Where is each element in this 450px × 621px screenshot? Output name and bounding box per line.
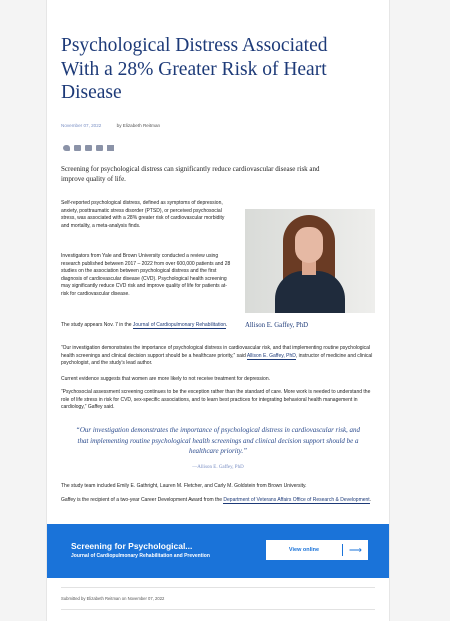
print-icon[interactable] bbox=[107, 145, 114, 151]
paragraph-6: “Psychosocial assessment screening continues to be the exception rather than the standard of care. More work is needed to understand the role of life stress in risk for CVD, sex-specific associations, and to learn best practices for integrating behavioral health management in cardiology,” Gaffey said. bbox=[61, 389, 371, 411]
article-card bbox=[46, 0, 390, 621]
publication-banner bbox=[47, 524, 389, 578]
paragraph-3-text: The study appears Nov. 7 in the bbox=[61, 322, 133, 328]
article-title: Psychological Distress Associated With a 28% Greater Risk of Heart Disease bbox=[61, 35, 328, 103]
paragraph-2: Investigators from Yale and Brown University conducted a review using research published between 2017 – 2022 from over 600,000 patients and 28 studies on the association between psychological distress and the first diagnosis of cardiovascular disease (CVD). Psychological health screening may significantly reduce CVD risk and improve quality of life for patients at-risk for cardiovascular disease. bbox=[61, 253, 231, 297]
paragraph-8-text: Gaffey is the recipient of a two-year Career Development Award from the bbox=[61, 497, 224, 503]
paragraph-4-end: , instructor of medicine and clinical psychologist, and the study’s lead author. bbox=[61, 352, 373, 367]
paragraph-3 bbox=[61, 322, 231, 330]
banner-title: Screening for Psychological... bbox=[71, 541, 193, 551]
submitted-by: Submitted by Elizabeth Reitman on November 07, 2022 bbox=[61, 596, 165, 601]
arrow-right-icon: ⟶ bbox=[349, 544, 362, 555]
share-bar bbox=[63, 145, 114, 151]
banner-subtitle: Journal of Cardiopulmonary Rehabilitation and Prevention bbox=[71, 553, 210, 559]
paragraph-5: Current evidence suggests that women are more likely to not receive treatment for depression. bbox=[61, 376, 270, 382]
author-link[interactable]: Allison E. Gaffey, PhD bbox=[246, 352, 296, 359]
linkedin-icon[interactable] bbox=[85, 145, 92, 151]
article-date: November 07, 2022 bbox=[61, 123, 102, 128]
email-icon[interactable] bbox=[96, 145, 103, 151]
author-photo bbox=[245, 209, 375, 313]
article-byline: by Elizabeth Reitman bbox=[116, 123, 161, 128]
paragraph-4-text: “Our investigation demonstrates the importance of psychological distress in cardiovascular risk, and that implementing routine psychological health screenings and clinical decision support should be a healthcare priority,” said bbox=[61, 345, 371, 359]
article-meta bbox=[61, 123, 160, 128]
facebook-icon[interactable] bbox=[74, 145, 81, 151]
paragraph-4 bbox=[61, 345, 375, 368]
divider bbox=[61, 609, 375, 610]
paragraph-3-end: . bbox=[226, 322, 228, 328]
photo-caption: Allison E. Gaffey, PhD bbox=[245, 322, 309, 329]
paragraph-7: The study team included Emily E. Gathright, Lauren M. Fletcher, and Carly M. Goldstein from Brown University. bbox=[61, 483, 307, 489]
va-office-link[interactable]: Department of Veterans Affairs Office of Research & Development bbox=[223, 497, 370, 503]
paragraph-8 bbox=[61, 497, 375, 505]
divider bbox=[61, 587, 375, 588]
twitter-icon[interactable] bbox=[63, 145, 70, 151]
paragraph-8-end: . bbox=[369, 497, 372, 503]
view-online-button[interactable] bbox=[266, 540, 368, 560]
pull-quote: “Our investigation demonstrates the importance of psychological distress in cardiovascular risk, and that implementing routine psychological health screenings and clinical decision support should be a healthcare priority.” bbox=[75, 426, 361, 455]
article-lede: Screening for psychological distress can significantly reduce cardiovascular disease risk and improve quality of life. bbox=[61, 165, 320, 183]
paragraph-1: Self-reported psychological distress, defined as symptoms of depression, anxiety, posttraumatic stress disorder (PTSD), or perceived psychosocial stress, was associated with a 28% greater risk of cardiovascular morbidity and mortality, a meta-analysis finds. bbox=[61, 200, 225, 229]
view-online-label: View online bbox=[288, 547, 320, 553]
journal-link[interactable]: Journal of Cardiopulmonary Rehabilitation bbox=[132, 322, 227, 328]
pull-quote-attribution: —Allison E. Gaffey, PhD bbox=[192, 465, 244, 470]
